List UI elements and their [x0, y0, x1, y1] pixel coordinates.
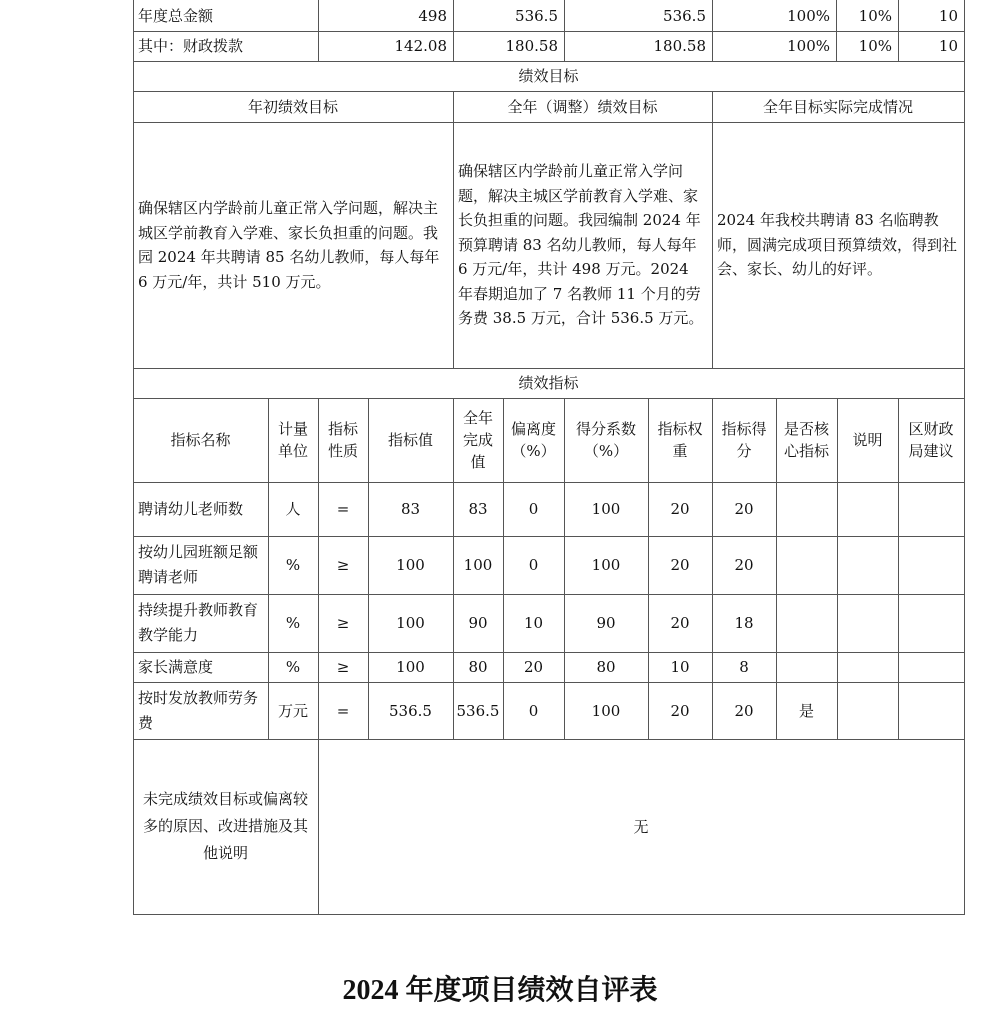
rule-line: [712, 0, 713, 62]
indicator-weight: 20: [670, 614, 690, 632]
remarks-label: 未完成绩效目标或偏离较多的原因、改进措施及其他说明: [142, 790, 308, 862]
goals-section-title: 绩效目标: [518, 67, 579, 85]
budget-executed: 180.58: [653, 37, 706, 55]
indicator-nature: =: [336, 500, 350, 518]
rule-line: [453, 91, 454, 369]
goals-header-adjusted: 全年（调整）绩效目标: [507, 97, 658, 116]
next-page-title: 2024 年度项目绩效自评表: [342, 975, 658, 1006]
indicator-score: 18: [734, 614, 754, 632]
rule-line: [318, 398, 319, 740]
budget-label: 年度总金额: [138, 6, 214, 25]
indicator-header-name: 指标名称: [170, 431, 231, 449]
indicator-header-note: 说明: [852, 431, 883, 449]
indicator-nature: ≥: [336, 614, 350, 632]
indicator-name: 持续提升教师教育教学能力: [138, 601, 259, 644]
goals-header-actual: 全年目标实际完成情况: [762, 97, 913, 116]
rule-line: [453, 0, 454, 62]
indicator-header-deviation: 偏离度（%）: [510, 420, 556, 460]
indicator-actual: 83: [468, 500, 488, 518]
rule-line: [268, 398, 269, 740]
indicator-deviation: 0: [528, 500, 539, 518]
indicator-deviation: 20: [523, 658, 544, 676]
indicator-note: [837, 482, 898, 536]
indicator-note: [837, 652, 898, 682]
rule-line: [318, 739, 319, 915]
rule-line: [648, 398, 649, 740]
indicator-advice: [898, 682, 964, 739]
indicator-core: 是: [798, 701, 814, 720]
rule-line: [133, 914, 965, 915]
indicator-target: 100: [396, 556, 425, 574]
rule-line: [964, 0, 965, 915]
rule-line: [712, 91, 713, 369]
budget-initial: 498: [418, 6, 447, 25]
indicator-core: [776, 652, 837, 682]
budget-label: 其中：财政拨款: [138, 37, 244, 55]
budget-weight: 10%: [858, 37, 892, 55]
budget-executed: 536.5: [663, 6, 706, 25]
rule-line: [368, 398, 369, 740]
rule-line: [837, 398, 838, 740]
budget-adjusted: 180.58: [505, 37, 558, 55]
remarks-value: 无: [633, 817, 649, 836]
rule-line: [898, 0, 899, 62]
rule-line: [564, 0, 565, 62]
rule-line: [133, 0, 134, 915]
indicator-core: [776, 482, 837, 536]
rule-line: [133, 31, 965, 32]
indicator-header-actual: 全年完成值: [462, 409, 493, 471]
budget-rate: 100%: [787, 37, 830, 55]
indicator-header-nature: 指标性质: [327, 420, 358, 460]
indicator-actual: 80: [468, 658, 488, 676]
rule-line: [453, 398, 454, 740]
indicator-coef: 90: [596, 614, 616, 632]
indicator-coef: 100: [591, 556, 621, 574]
indicator-weight: 10: [670, 658, 690, 676]
budget-score: 10: [938, 37, 958, 55]
indicator-actual: 90: [468, 614, 488, 632]
indicator-advice: [898, 482, 964, 536]
indicator-header-weight: 指标权重: [657, 420, 703, 460]
goals-adjusted-text: 确保辖区内学龄前儿童正常入学问题，解决主城区学前教育入学难、家长负担重的问题。我园编制 2024 年预算聘请 83 名幼儿教师，每人每年 6 万元/年，共计 498 万元。2024 年春期追加了 7 名教师 11 个月的劳务费 38.5 万元，合计 536.5 万元。: [458, 162, 704, 328]
indicator-header-target: 指标值: [387, 431, 433, 449]
indicator-core: [776, 594, 837, 652]
indicator-nature: ≥: [336, 556, 350, 574]
rule-line: [318, 0, 319, 62]
indicator-target: 100: [396, 658, 425, 676]
rule-line: [712, 398, 713, 740]
rule-line: [503, 398, 504, 740]
rule-line: [776, 398, 777, 740]
rule-line: [564, 398, 565, 740]
indicator-nature: ≥: [336, 658, 350, 676]
indicator-header-coef: 得分系数（%）: [575, 420, 636, 460]
indicator-deviation: 10: [523, 614, 544, 632]
indicator-actual: 100: [463, 556, 493, 574]
indicator-score: 8: [739, 658, 749, 676]
indicator-header-advice: 区财政局建议: [908, 420, 954, 460]
indicator-unit: %: [285, 658, 301, 676]
indicator-header-core: 是否核心指标: [783, 420, 829, 460]
indicator-name: 聘请幼儿老师数: [138, 499, 244, 518]
indicator-actual: 536.5: [456, 701, 500, 720]
indicator-score: 20: [734, 500, 754, 518]
indicator-advice: [898, 536, 964, 594]
budget-weight: 10%: [858, 6, 892, 25]
indicator-deviation: 0: [528, 701, 539, 720]
goals-initial-text: 确保辖区内学龄前儿童正常入学问题，解决主城区学前教育入学难、家长负担重的问题。我园 2024 年共聘请 85 名幼儿教师，每人每年 6 万元/年，共计 510 万元。: [138, 199, 440, 291]
indicator-deviation: 0: [528, 556, 539, 574]
indicator-score: 20: [734, 701, 754, 720]
indicator-target: 100: [396, 614, 425, 632]
indicator-core: [776, 536, 837, 594]
indicator-name: 家长满意度: [138, 657, 214, 676]
indicator-unit: %: [285, 614, 301, 632]
goals-header-initial: 年初绩效目标: [247, 97, 338, 116]
indicator-note: [837, 536, 898, 594]
indicator-weight: 20: [670, 701, 690, 720]
indicator-note: [837, 682, 898, 739]
indicator-coef: 100: [591, 500, 621, 518]
indicator-header-unit: 计量单位: [277, 420, 308, 460]
indicator-weight: 20: [670, 500, 690, 518]
rule-line: [898, 398, 899, 740]
indicator-weight: 20: [670, 556, 690, 574]
indicator-note: [837, 594, 898, 652]
indicator-unit: %: [285, 556, 301, 574]
indicator-unit: 万元: [277, 701, 308, 720]
indicator-unit: 人: [285, 500, 301, 518]
indicator-name: 按时发放教师劳务费: [138, 688, 259, 732]
indicator-coef: 100: [591, 701, 621, 720]
indicator-target: 536.5: [389, 701, 432, 720]
budget-adjusted: 536.5: [515, 6, 558, 25]
indicators-section-title: 绩效指标: [518, 374, 579, 392]
indicator-target: 83: [400, 500, 421, 518]
indicator-name: 按幼儿园班额足额聘请老师: [138, 543, 259, 586]
indicator-advice: [898, 594, 964, 652]
indicator-coef: 80: [596, 658, 616, 676]
rule-line: [836, 0, 837, 62]
budget-score: 10: [938, 6, 958, 25]
budget-initial: 142.08: [394, 37, 447, 55]
indicator-nature: =: [336, 701, 350, 720]
indicator-score: 20: [734, 556, 754, 574]
goals-actual-text: 2024 年我校共聘请 83 名临聘教师，圆满完成项目预算绩效，得到社会、家长、幼儿的好评。: [717, 211, 958, 279]
indicator-advice: [898, 652, 964, 682]
budget-rate: 100%: [787, 6, 830, 25]
indicator-header-score: 指标得分: [721, 420, 767, 460]
